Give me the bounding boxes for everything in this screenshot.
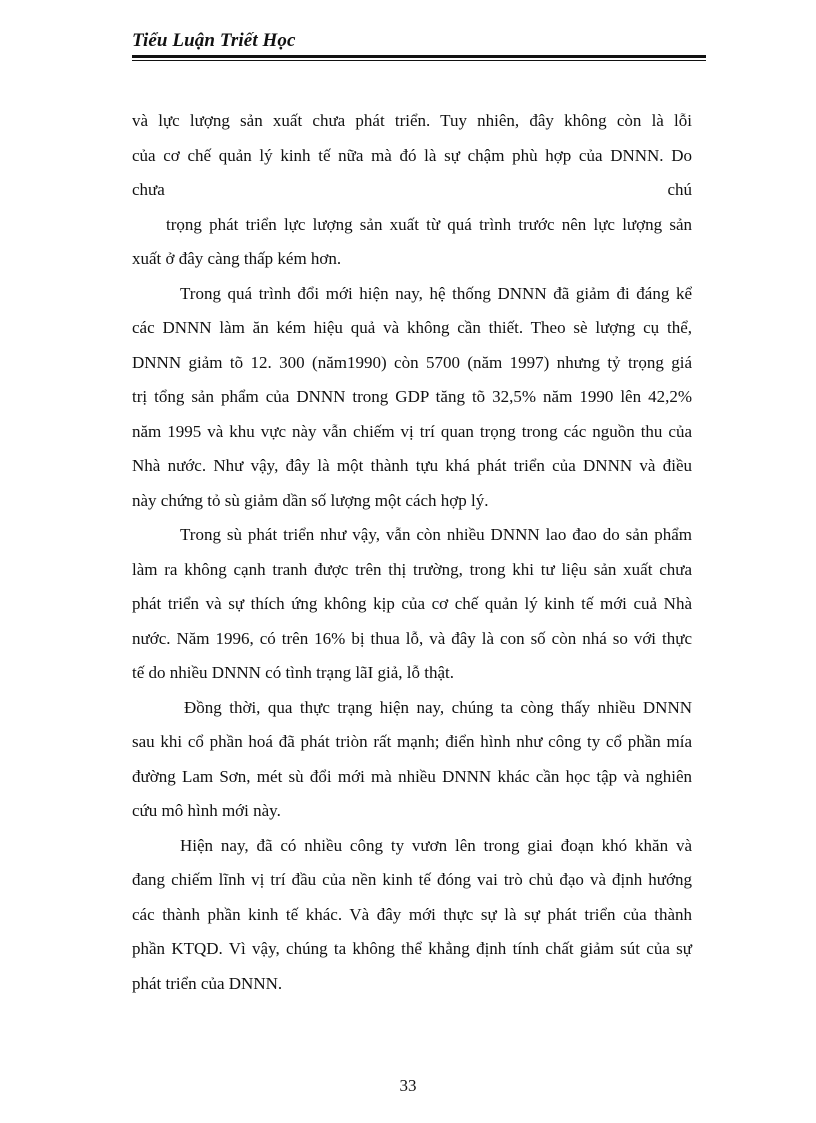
text-line: năm 1995 và khu vực này vẫn chiếm vị trí quan trọng trong các nguồn thu của <box>132 421 692 441</box>
paragraph-first-line: Đồng thời, qua thực trạng hiện nay, chúng ta còng thấy nhiều DNNN <box>184 697 692 717</box>
text-line: phần KTQD. Vì vậy, chúng ta không thể khẳng định tính chất giảm sút của sự <box>132 939 692 958</box>
text-line: của cơ chế quản lý kinh tế nữa mà đó là sự chậm phù hợp của DNNN. Do <box>132 145 692 165</box>
split-left-word: chưa <box>132 180 165 199</box>
text-line: nước. Năm 1996, có trên 16% bị thua lỗ, và đây là con số còn nhá so với thực <box>132 628 692 648</box>
header-rule-thick <box>132 55 706 58</box>
page-number: 33 <box>399 1076 417 1095</box>
text-line: các thành phần kinh tế khác. Và đây mới thực sự là sự phát triển của thành <box>132 904 692 924</box>
text-line: DNNN giảm tõ 12. 300 (năm1990) còn 5700 (năm 1997) nhưng tỷ trọng giá <box>132 352 692 372</box>
text-line: cứu mô hình mới này. <box>132 801 281 820</box>
text-line: đường Lam Sơn, mét sù đổi mới mà nhiều DNNN khác cần học tập và nghiên <box>132 766 692 786</box>
text-line-split <box>132 173 692 208</box>
body-text <box>132 104 692 1001</box>
split-right-word: chú <box>667 180 692 199</box>
paragraph-first-line: Trong quá trình đổi mới hiện nay, hệ thống DNNN đã giảm đi đáng kể <box>180 283 692 303</box>
text-line: và lực lượng sản xuất chưa phát triển. Tuy nhiên, đây không còn là lỗi <box>132 111 692 130</box>
text-line: phát triển của DNNN. <box>132 973 283 993</box>
text-line: tế do nhiều DNNN có tình trạng lãI giả, lỗ thật. <box>132 663 454 682</box>
page-header <box>132 30 706 52</box>
text-line: Nhà nước. Như vậy, đây là một thành tựu khá phát triển của DNNN và điều <box>132 456 692 475</box>
text-line: các DNNN làm ăn kém hiệu quả và không cần thiết. Theo sè lượng cụ thể, <box>132 318 692 337</box>
paragraph-first-line: Hiện nay, đã có nhiều công ty vươn lên trong giai đoạn khó khăn và <box>180 835 692 855</box>
paragraph-first-line: Trong sù phát triển như vậy, vẫn còn nhiều DNNN lao đao do sản phẩm <box>180 525 692 544</box>
text-line: làm ra không cạnh tranh được trên thị trường, trong khi tư liệu sản xuất chưa <box>132 559 692 579</box>
text-line: phát triển và sự thích ứng không kịp của cơ chế quản lý kinh tế mới cuả Nhà <box>132 594 692 613</box>
text-line: trị tổng sản phẩm của DNNN trong GDP tăng tõ 32,5% năm 1990 lên 42,2% <box>132 387 692 406</box>
header-title: Tiểu Luận Triết Học <box>132 30 296 51</box>
text-line: đang chiếm lĩnh vị trí đầu của nền kinh tế đóng vai trò chủ đạo và định hướng <box>132 870 692 889</box>
header-rule-thin <box>132 60 706 61</box>
text-line: trọng phát triển lực lượng sản xuất từ quá trình trước nên lực lượng sản <box>166 214 692 234</box>
text-line: xuất ở đây càng thấp kém hơn. <box>132 249 342 268</box>
text-line: sau khi cổ phần hoá đã phát triòn rất mạnh; điển hình như công ty cổ phần mía <box>132 732 692 751</box>
text-line: này chứng tỏ sù giảm dần số lượng một cách hợp lý. <box>132 490 489 510</box>
